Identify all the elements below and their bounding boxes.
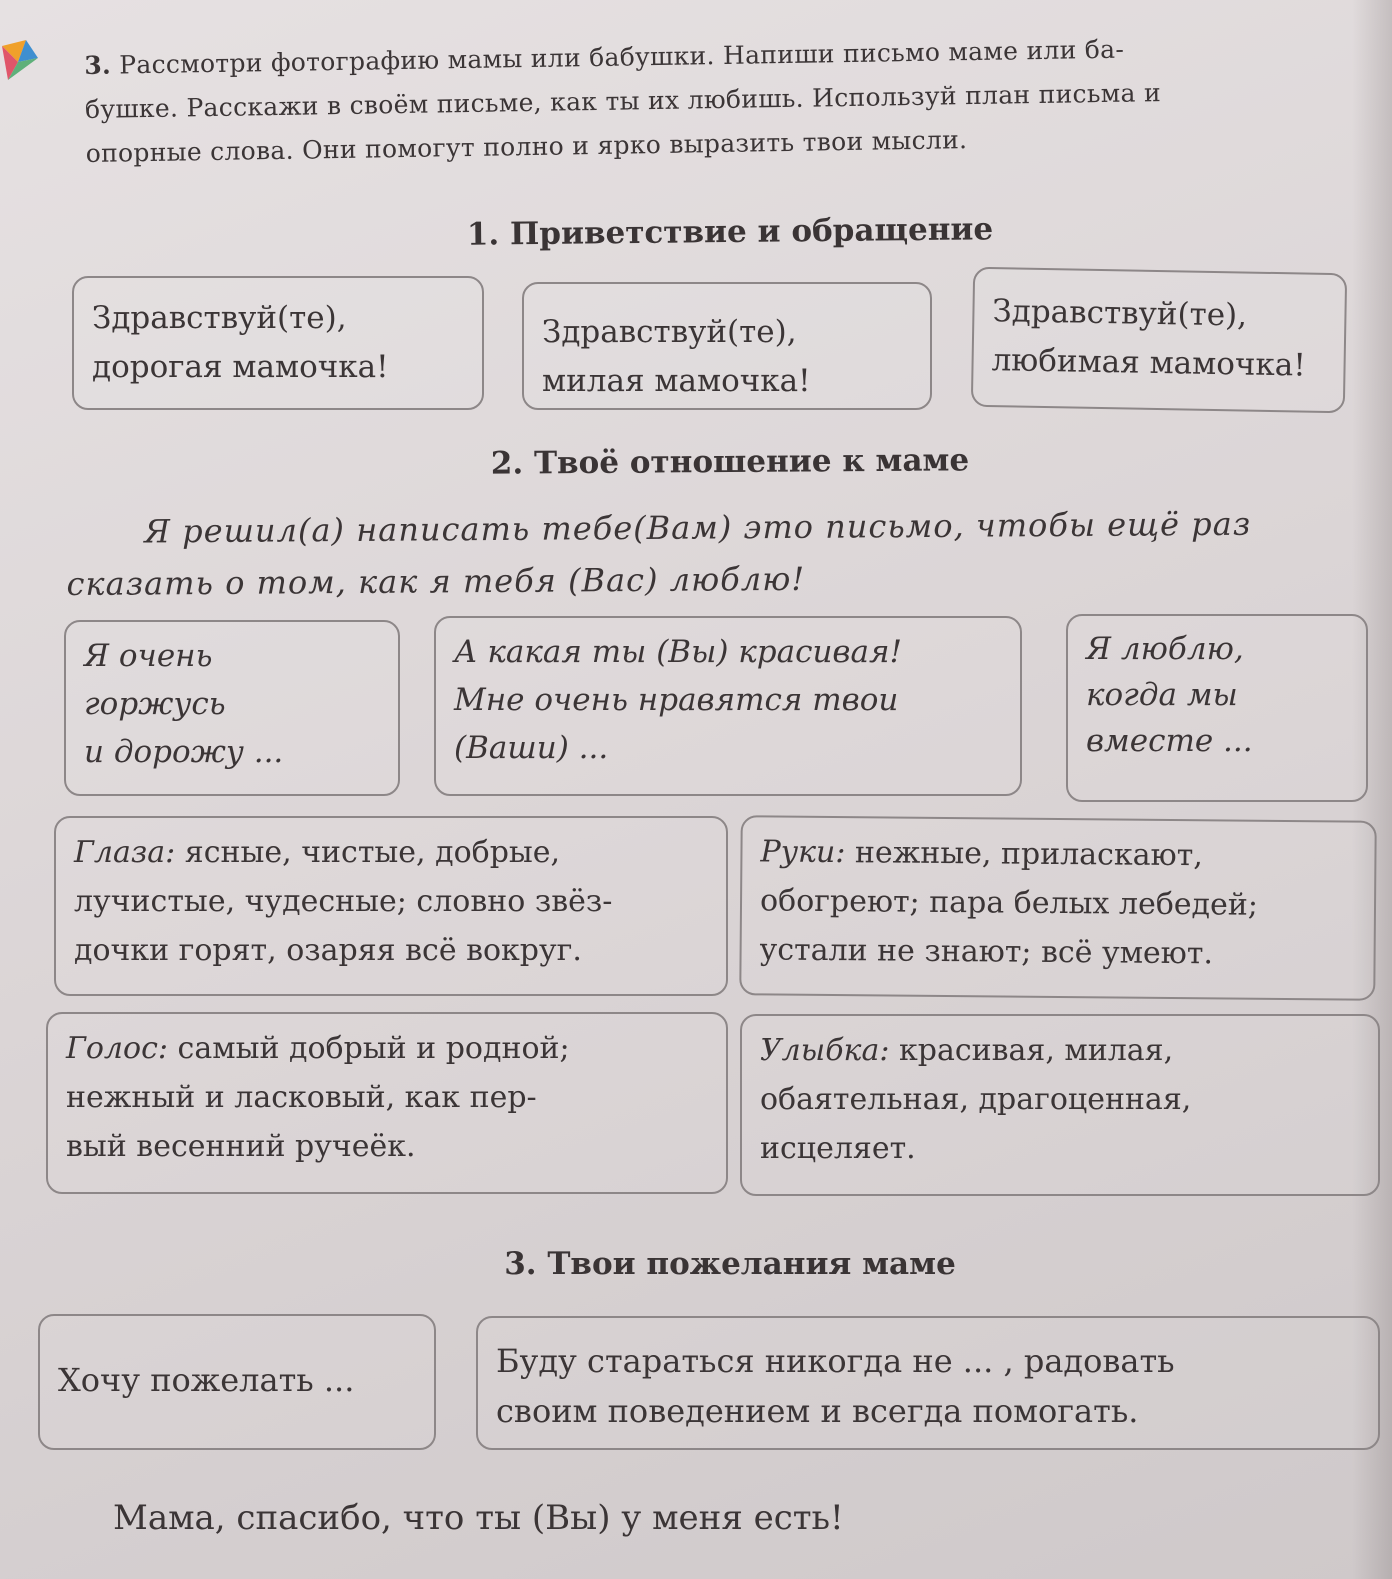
section-3-heading: 3. Твои пожелания маме	[504, 1246, 956, 1282]
promise-line-2: своим поведением и всегда помогать.	[496, 1392, 1139, 1430]
phrase-box-2	[434, 616, 1022, 796]
eyes-label: Глаза:	[74, 835, 176, 870]
task-marker-icon	[0, 40, 40, 84]
words-box-eyes	[54, 816, 728, 996]
voice-line-2: нежный и ласковый, как пер-	[66, 1080, 537, 1115]
greeting-1-line-1: Здравствуй(те),	[92, 300, 347, 336]
hands-line-1: нежные, приласкают,	[854, 835, 1203, 874]
hands-line-3: устали не знают; всё умеют.	[759, 932, 1214, 972]
eyes-line-2: лучистые, чудесные; словно звёз-	[74, 884, 613, 919]
task-line-3: опорные слова. Они помогут полно и ярко выразить твои мысли.	[85, 125, 968, 168]
phrase-box-1	[64, 620, 400, 796]
section-2-heading: 2. Твоё отношение к маме	[490, 442, 970, 482]
eyes-line-3: дочки горят, озаряя всё вокруг.	[74, 933, 582, 968]
smile-line-1: красивая, милая,	[898, 1033, 1174, 1068]
smile-label: Улыбка:	[760, 1033, 890, 1068]
greeting-2-line-1: Здравствуй(те),	[542, 314, 797, 350]
closing-line: Мама, спасибо, что ты (Вы) у меня есть!	[113, 1498, 844, 1538]
greeting-1-line-2: дорогая мамочка!	[92, 349, 389, 385]
voice-label: Голос:	[66, 1031, 168, 1066]
greeting-box-2	[522, 282, 932, 410]
greeting-box-1	[72, 276, 484, 410]
task-instructions	[84, 24, 1346, 176]
greeting-3-line-1: Здравствуй(те),	[992, 293, 1248, 334]
phrase-3-line-3: вместе ...	[1086, 723, 1253, 759]
section-2-intro-line-1: Я решил(а) написать тебе(Вам) это письмо, чтобы ещё раз	[144, 504, 1252, 551]
phrase-2-line-2: Мне очень нравятся твои	[454, 682, 899, 718]
hands-line-2: обогреют; пара белых лебедей;	[759, 883, 1259, 923]
smile-line-3: исцеляет.	[760, 1131, 916, 1166]
words-box-voice	[46, 1012, 728, 1194]
section-1-heading: 1. Приветствие и обращение	[466, 211, 994, 253]
greeting-3-line-2: любимая мамочка!	[991, 342, 1307, 384]
words-box-smile	[740, 1014, 1380, 1196]
phrase-2-line-3: (Ваши) ...	[454, 730, 609, 766]
wish-text: Хочу пожелать ...	[58, 1361, 355, 1399]
wish-box	[38, 1314, 436, 1450]
smile-line-2: обаятельная, драгоценная,	[760, 1082, 1192, 1117]
task-line-1: Рассмотри фотографию мамы или бабушки. Напиши письмо маме или ба-	[119, 34, 1125, 80]
promise-line-1: Буду стараться никогда не ... , радовать	[496, 1342, 1175, 1380]
hands-label: Руки:	[760, 834, 846, 871]
phrase-1-line-1: Я очень	[84, 638, 213, 674]
voice-line-3: вый весенний ручеёк.	[66, 1129, 416, 1164]
promise-box	[476, 1316, 1380, 1450]
phrase-1-line-2: горжусь	[84, 686, 226, 722]
section-2-intro	[66, 497, 1367, 610]
words-box-hands	[739, 815, 1377, 1001]
greeting-2-line-2: милая мамочка!	[542, 363, 811, 399]
greeting-box-3	[971, 267, 1347, 414]
phrase-3-line-1: Я люблю,	[1086, 631, 1244, 667]
task-number: 3.	[84, 50, 112, 80]
eyes-line-1: ясные, чистые, добрые,	[184, 835, 561, 870]
phrase-1-line-3: и дорожу ...	[84, 734, 284, 770]
phrase-2-line-1: А какая ты (Вы) красивая!	[454, 634, 902, 670]
phrase-3-line-2: когда мы	[1086, 677, 1238, 713]
section-2-intro-line-2: сказать о том, как я тебя (Вас) люблю!	[66, 559, 806, 603]
voice-line-1: самый добрый и родной;	[177, 1031, 570, 1066]
task-line-2: бушке. Расскажи в своём письме, как ты их любишь. Используй план письма и	[84, 78, 1162, 124]
phrase-box-3	[1066, 614, 1368, 802]
